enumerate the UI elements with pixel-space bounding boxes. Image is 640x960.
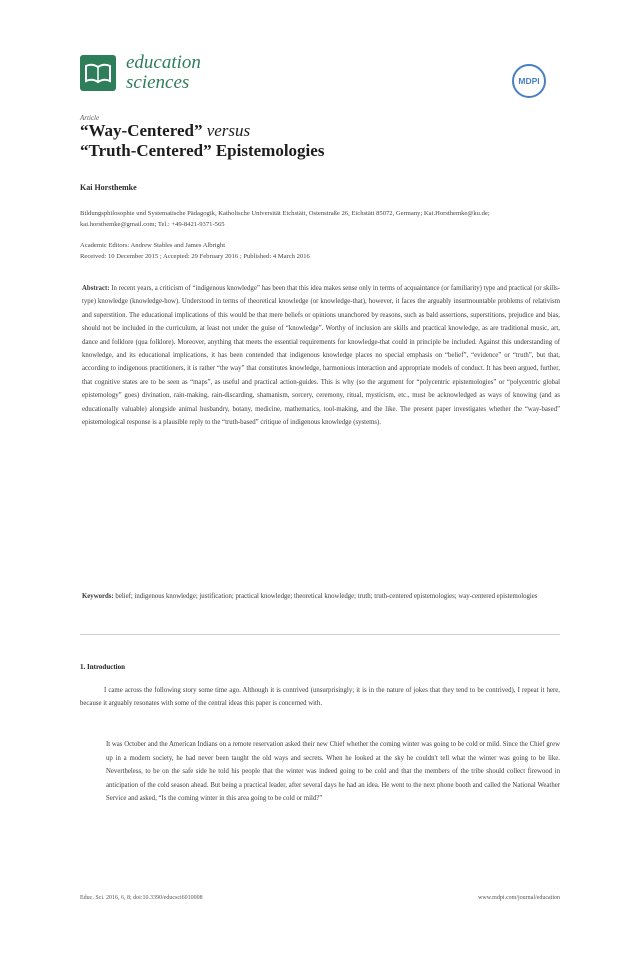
- intro-paragraph: I came across the following story some time ago. Although it is contrived (unsurprisingly; it is in the nature of jokes that they tend to be contrived), I repeat it here, because it arguably resonates with some of the central ideas this paper is concerned with.: [80, 687, 560, 708]
- section-divider: [80, 634, 560, 635]
- footer-url[interactable]: www.mdpi.com/journal/education: [478, 895, 560, 901]
- abstract: [82, 282, 560, 429]
- journal-name-line1: education: [126, 52, 201, 73]
- keywords-text: belief; indigenous knowledge; justification; practical knowledge; theoretical knowledge; truth; truth-centered epistemologies; way-centered epistemologies: [115, 593, 538, 600]
- keywords-label: Keywords:: [82, 593, 114, 600]
- open-book-icon: [84, 62, 112, 84]
- title-versus: versus: [206, 121, 251, 140]
- footer-citation: Educ. Sci. 2016, 6, 8; doi:10.3390/educsci6010008: [80, 895, 203, 901]
- publisher-logo: MDPI: [512, 64, 546, 98]
- abstract-label: Abstract:: [82, 285, 110, 292]
- publication-dates: Received: 10 December 2015 ; Accepted: 29 February 2016 ; Published: 4 March 2016: [80, 253, 310, 260]
- keywords: [82, 590, 560, 603]
- section-heading: 1. Introduction: [80, 663, 125, 671]
- article-title: [80, 121, 324, 161]
- academic-editors: Academic Editors: Andrew Stables and James Albright: [80, 242, 226, 249]
- title-line2: “Truth-Centered” Epistemologies: [80, 141, 325, 160]
- abstract-text: In recent years, a criticism of “indigenous knowledge” has been that this idea makes sense only in terms of acquaintance (or familiarity) type and practical (or skills-type) knowledge (knowledge-how). Understood in terms of theoretical knowledge (or knowledge-that), however, it faces the arguably insurmountable problems of relativism and superstition. The educational implications of this would be that mere beliefs or opinions unanchored by reasons, such as bald assertions, superstitions, prejudice and bias, should not be included in the curriculum, at least not under the guise of “knowledge”. Worthy of inclusion are skills and practical knowledge, as are traditional music, art, dance and folklore (qua folklore). Moreover, anything that meets the essential requirements for knowledge-that could in principle be included. Against this understanding of knowledge, and its educational implications, it has been contended that indigenous knowledge places no special emphasis on “belief”, “evidence” or “truth”, but that, according to indigenous practitioners, it is rather “the way” that constitutes knowledge, harmonious interaction and appropriate models of conduct. It has been argued, further, that cognitive states are to be seen as “maps”, as useful and practical action-guides. This is why (so the argument for “polycentric epistemologies” or “polycentric global epistemology” goes) divination, rain-making, rain-discarding, shamanism, sorcery, ceremony, ritual, mysticism, etc., must be acknowledged as ways of knowing (and as educationally valuable) alongside animal husbandry, botany, medicine, mathematics, tool-making, and the like. The present paper investigates whether the “way-based” epistemological response is a plausible reply to the “truth-based” critique of indigenous knowledge (systems).: [82, 285, 560, 427]
- journal-name-line2: sciences: [126, 72, 190, 93]
- journal-name: [126, 53, 201, 93]
- article-type: Article: [80, 114, 100, 122]
- affiliation: Bildungsphilosophie und Systematische Pädagogik, Katholische Universität Eichstätt, Ostenstraße 26, Eichstätt 85072, Germany; Kai.Horsthemke@ku.de; kai.horsthemke@gmail.com; Tel.: +49-8421-9371-565: [80, 210, 490, 228]
- author-name: Kai Horsthemke: [80, 183, 137, 192]
- title-line1: “Way-Centered”: [80, 121, 203, 140]
- journal-logo: [80, 55, 116, 91]
- block-quote: It was October and the American Indians on a remote reservation asked their new Chief whether the coming winter was going to be cold or mild. Since the Chief grew up in a modern society, he had never been taught the old ways and secrets. When he looked at the sky he couldn't tell what the winter was going to be like. Nevertheless, to be on the safe side he told his people that the winter was indeed going to be cold and that the members of the tribe should collect firewood in anticipation of the cold season ahead. But being a practical leader, after several days he had an idea. He went to the next phone booth and called the National Weather Service and asked, “Is the coming winter in this area going to be cold or mild?”: [106, 741, 560, 803]
